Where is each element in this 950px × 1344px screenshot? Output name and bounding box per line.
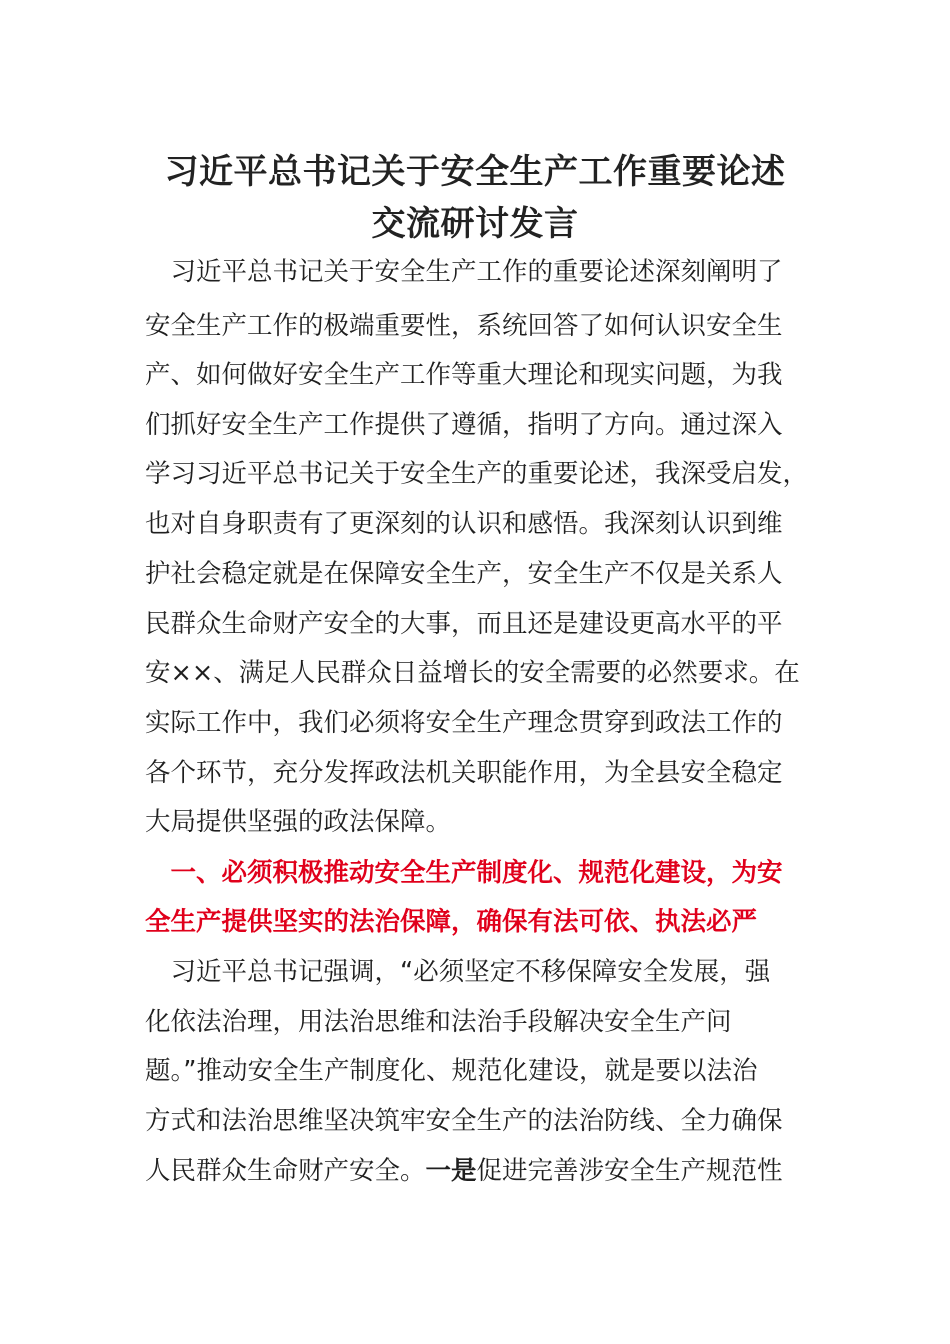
paragraph-line: 也对自身职责有了更深刻的认识和感悟。我深刻认识到维 <box>145 509 783 539</box>
paragraph-line: 们抓好安全生产工作提供了遵循，指明了方向。通过深入 <box>145 410 783 440</box>
paragraph-line: 方式和法治思维坚决筑牢安全生产的法治防线、全力确保 <box>145 1106 783 1136</box>
document-title-line-1: 习近平总书记关于安全生产工作重要论述 <box>164 152 786 192</box>
paragraph-line: 产、如何做好安全生产工作等重大理论和现实问题，为我 <box>145 360 783 390</box>
text-segment: 促进完善涉安全生产规范性 <box>476 1156 783 1186</box>
paragraph-line: 化依法治理，用法治思维和法治手段解决安全生产问 <box>145 1007 732 1037</box>
text-segment: 人民群众生命财产安全。 <box>145 1156 426 1186</box>
paragraph-line: 安××、满足人民群众日益增长的安全需要的必然要求。在 <box>145 658 800 688</box>
paragraph-line: 民群众生命财产安全的大事，而且还是建设更高水平的平 <box>145 609 783 639</box>
paragraph-line: 大局提供坚强的政法保障。 <box>145 807 452 837</box>
paragraph-line: 习近平总书记关于安全生产工作的重要论述深刻阐明了 <box>145 257 783 287</box>
paragraph-line: 题。”推动安全生产制度化、规范化建设，就是要以法治 <box>145 1056 758 1086</box>
paragraph-line: 习近平总书记强调，“必须坚定不移保障安全发展，强 <box>145 957 771 987</box>
paragraph-line: 安全生产工作的极端重要性，系统回答了如何认识安全生 <box>145 311 783 341</box>
paragraph-line: 实际工作中，我们必须将安全生产理念贯穿到政法工作的 <box>145 708 783 738</box>
heading-line: 全生产提供坚实的法治保障，确保有法可依、执法必严 <box>145 907 758 937</box>
bold-text-segment: 一是 <box>425 1156 477 1186</box>
paragraph-line: 学习习近平总书记关于安全生产的重要论述，我深受启发， <box>145 459 809 489</box>
document-title-line-2: 交流研讨发言 <box>371 204 579 244</box>
paragraph-line-last <box>145 1154 783 1188</box>
heading-line: 一、必须积极推动安全生产制度化、规范化建设，为安 <box>145 858 783 888</box>
paragraph-line: 护社会稳定就是在保障安全生产，安全生产不仅是关系人 <box>145 559 783 589</box>
paragraph-line: 各个环节，充分发挥政法机关职能作用，为全县安全稳定 <box>145 758 783 788</box>
